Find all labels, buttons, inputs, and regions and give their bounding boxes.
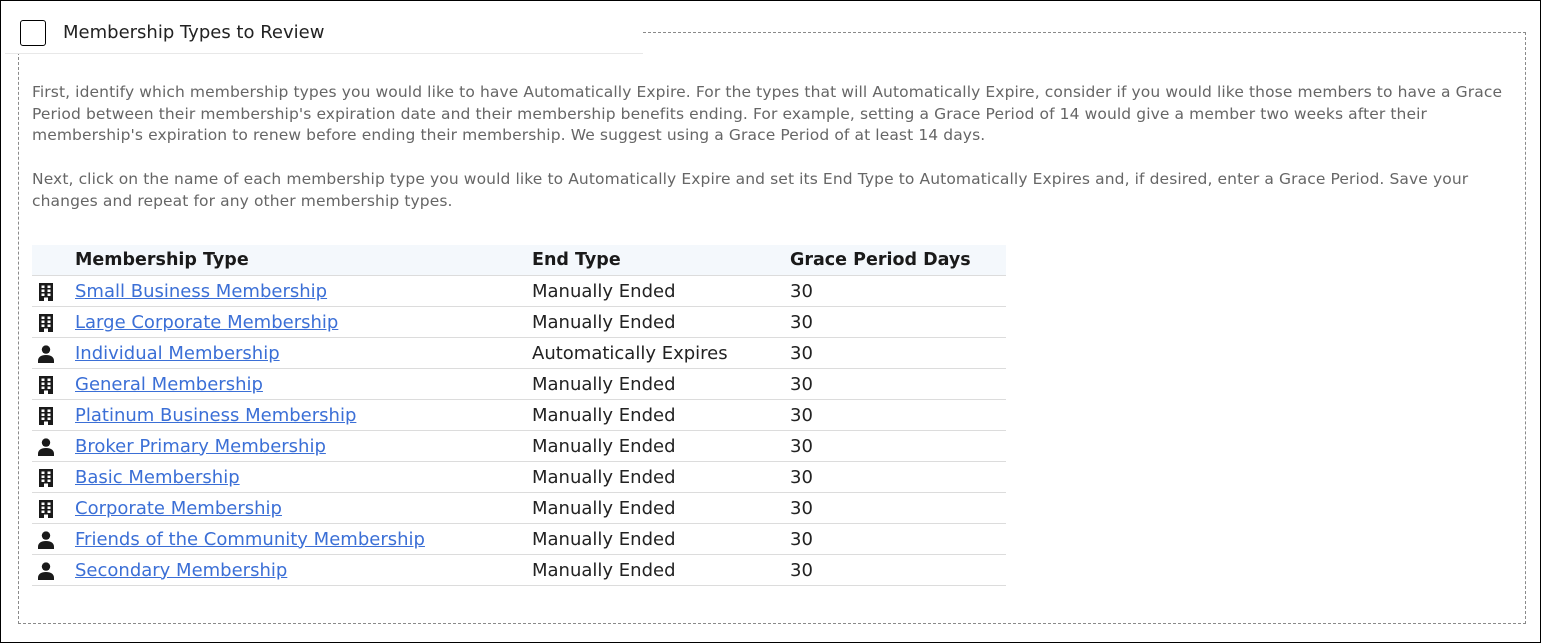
row-icon-cell [32,307,75,338]
grace-period-cell: 30 [790,276,1006,307]
section-title: Membership Types to Review [63,22,325,43]
row-icon-cell [32,431,75,462]
membership-types-table [32,245,1006,586]
section-header [5,9,643,54]
grace-period-cell: 30 [790,524,1006,555]
membership-type-cell [75,307,532,338]
grace-period-cell: 30 [790,307,1006,338]
instructions-paragraph-1: First, identify which membership types you would like to have Automatically Expire. For the types that will Automatically Expire, consider if you would like those members to have a Grace Period between their membership's expiration date and their membership benefits ending. For example, setting a Grace Period of 14 would give a member two weeks after their membership's expiration to renew before ending their membership. We suggest using a Grace Period of at least 14 days. [32,83,1503,145]
membership-type-link[interactable]: General Membership [75,373,263,395]
table-row [32,493,1006,524]
end-type-cell: Manually Ended [532,524,790,555]
table-row [32,400,1006,431]
row-icon-cell [32,276,75,307]
membership-type-link[interactable]: Basic Membership [75,466,240,488]
membership-type-link[interactable]: Small Business Membership [75,280,328,302]
membership-type-link[interactable]: Corporate Membership [75,497,282,519]
row-icon-cell [32,555,75,586]
membership-type-column-header: Membership Type [75,245,532,276]
table-row [32,307,1006,338]
table-row [32,555,1006,586]
building-icon [38,283,54,301]
end-type-cell: Manually Ended [532,400,790,431]
grace-period-cell: 30 [790,462,1006,493]
grace-period-cell: 30 [790,493,1006,524]
building-icon [38,407,54,425]
person-icon [38,562,54,580]
membership-type-cell [75,555,532,586]
grace-period-cell: 30 [790,400,1006,431]
table-row [32,431,1006,462]
membership-type-link[interactable]: Secondary Membership [75,559,288,581]
end-type-cell: Automatically Expires [532,338,790,369]
building-icon [38,314,54,332]
end-type-column-header: End Type [532,245,790,276]
table-row [32,462,1006,493]
instructions [32,82,1516,212]
end-type-cell: Manually Ended [532,307,790,338]
row-icon-cell [32,524,75,555]
person-icon [38,531,54,549]
building-icon [38,376,54,394]
building-icon [38,500,54,518]
end-type-cell: Manually Ended [532,431,790,462]
person-icon [38,438,54,456]
membership-type-link[interactable]: Broker Primary Membership [75,435,326,457]
membership-type-cell [75,400,532,431]
person-icon [38,345,54,363]
row-icon-cell [32,462,75,493]
end-type-cell: Manually Ended [532,493,790,524]
grace-period-cell: 30 [790,555,1006,586]
row-icon-cell [32,400,75,431]
membership-type-link[interactable]: Individual Membership [75,342,280,364]
building-icon [38,469,54,487]
table-row [32,524,1006,555]
table-header-row [32,245,1006,276]
membership-type-cell [75,431,532,462]
membership-type-cell [75,369,532,400]
membership-type-link[interactable]: Platinum Business Membership [75,404,357,426]
membership-type-link[interactable]: Large Corporate Membership [75,311,339,333]
end-type-cell: Manually Ended [532,462,790,493]
table-row [32,338,1006,369]
membership-type-cell [75,462,532,493]
instructions-paragraph-2: Next, click on the name of each membership type you would like to Automatically Expire and set its End Type to Automatically Expires and, if desired, enter a Grace Period. Save your changes and repeat for any other membership types. [32,169,1469,210]
membership-type-cell [75,338,532,369]
membership-type-cell [75,493,532,524]
grace-period-column-header: Grace Period Days [790,245,1006,276]
end-type-cell: Manually Ended [532,555,790,586]
table-row [32,369,1006,400]
row-icon-cell [32,369,75,400]
membership-type-link[interactable]: Friends of the Community Membership [75,528,425,550]
row-icon-cell [32,493,75,524]
icon-column-header [32,245,75,276]
table-row [32,276,1006,307]
row-icon-cell [32,338,75,369]
membership-type-cell [75,276,532,307]
review-checkbox[interactable] [20,20,46,46]
end-type-cell: Manually Ended [532,369,790,400]
grace-period-cell: 30 [790,369,1006,400]
grace-period-cell: 30 [790,431,1006,462]
membership-type-cell [75,524,532,555]
end-type-cell: Manually Ended [532,276,790,307]
grace-period-cell: 30 [790,338,1006,369]
